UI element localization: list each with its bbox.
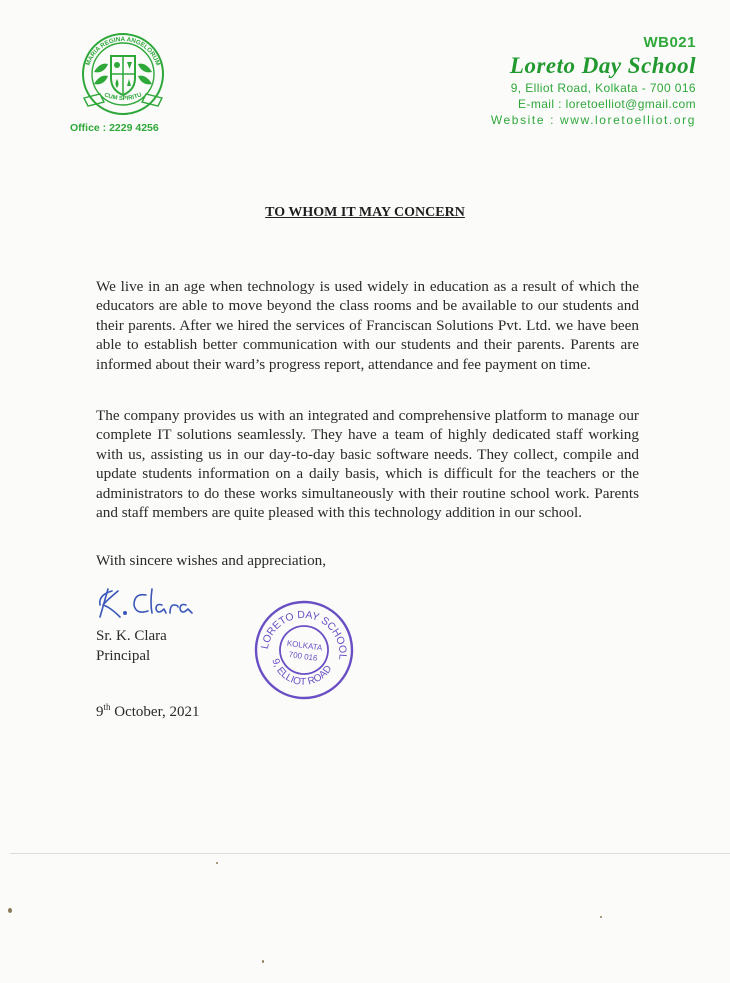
letter-heading: TO WHOM IT MAY CONCERN bbox=[265, 205, 465, 220]
paper-speck bbox=[216, 862, 218, 864]
signer-name: Sr. K. Clara bbox=[96, 628, 167, 644]
school-email: E-mail : loretoelliot@gmail.com bbox=[518, 97, 696, 111]
school-crest-icon bbox=[74, 28, 172, 120]
crest-ring-text-top: MARIA REGINA ANGELORUM bbox=[84, 35, 162, 67]
school-stamp bbox=[252, 598, 356, 702]
paper-speck bbox=[8, 908, 12, 913]
school-address: 9, Elliot Road, Kolkata - 700 016 bbox=[510, 81, 696, 95]
school-name: Loreto Day School bbox=[509, 53, 696, 78]
paper-speck bbox=[600, 916, 602, 918]
letter-paragraph-1: We live in an age when technology is used widely in education as a result of which the educators are able to move beyond the class rooms and be available to our students and their parents. After we hired the services of Franciscan Solutions Pvt. Ltd. we have been able to establish better communication with our students and their parents. Parents are informed about their ward’s progress report, attendance and fee payment on time. bbox=[96, 278, 639, 373]
school-website: Website : www.loretoelliot.org bbox=[490, 113, 696, 127]
page-fold-line bbox=[10, 853, 730, 854]
date-suffix: th bbox=[103, 702, 111, 712]
stamp-ring-text-top: LORETO DAY SCHOOL bbox=[258, 608, 349, 661]
handwritten-signature bbox=[94, 583, 204, 623]
stamp-center-line-1: KOLKATA bbox=[286, 638, 323, 653]
letterhead-details bbox=[491, 34, 696, 128]
date-rest: October, 2021 bbox=[110, 704, 200, 720]
letter-closing: With sincere wishes and appreciation, bbox=[96, 552, 327, 569]
date-day: 9 bbox=[96, 704, 104, 720]
paper-speck bbox=[262, 960, 264, 963]
signer-title: Principal bbox=[96, 648, 151, 664]
stamp-ring-text-bottom: 9, ELLIOT ROAD bbox=[269, 657, 335, 688]
stamp-center-line-2: 700 016 bbox=[288, 649, 319, 663]
letter-paragraph-2: The company provides us with an integrated and comprehensive platform to manage our complete IT solutions seamlessly. They have a team of highly dedicated staff working with us, assisting us in our day-to-day basic software needs. They collect, compile and update students information on a daily basis, which is difficult for the teachers or the administrators to do these works simultaneously with their routine school work. Parents and staff members are quite pleased with this technology addition in our school. bbox=[96, 407, 639, 522]
crest-ring-text-bottom: CUM SPIRITU bbox=[103, 92, 143, 103]
office-phone: Office : 2229 4256 bbox=[70, 122, 159, 134]
letter-date bbox=[96, 702, 199, 721]
signer-block bbox=[96, 626, 167, 666]
school-code: WB021 bbox=[643, 34, 696, 51]
